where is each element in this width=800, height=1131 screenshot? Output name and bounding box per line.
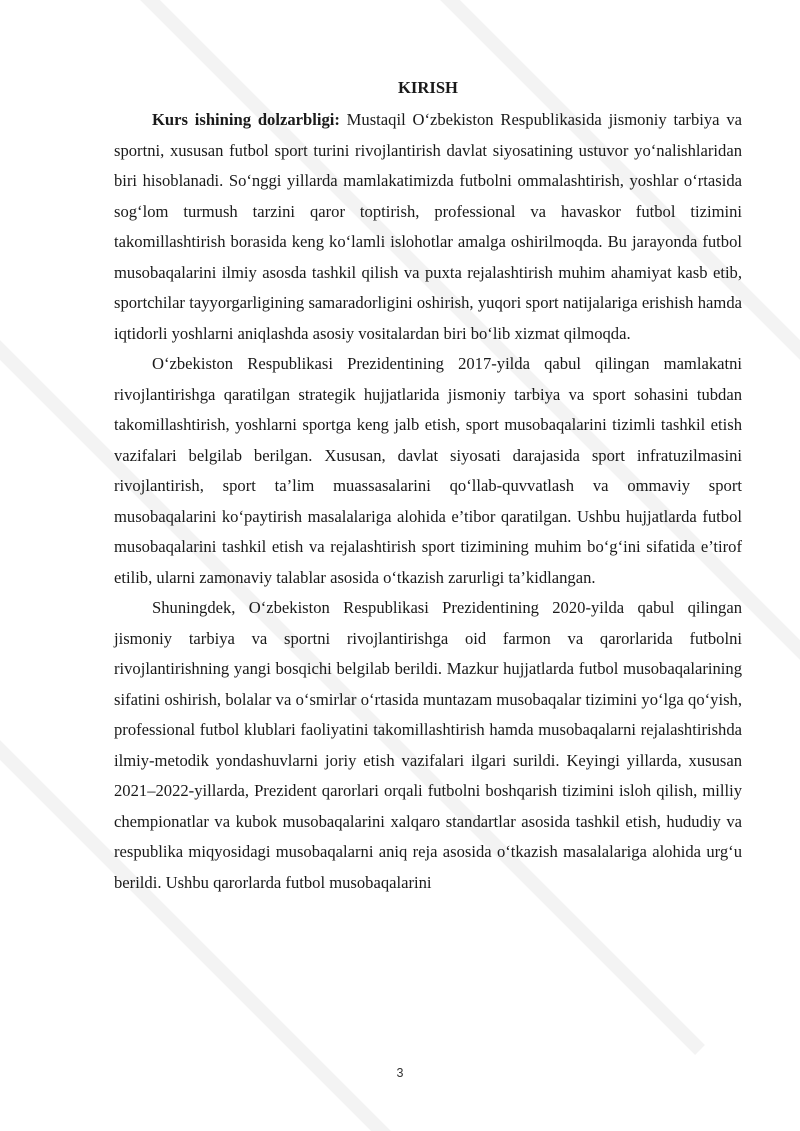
paragraph-2020-decrees [114,593,742,898]
paragraph-2017-documents [114,349,742,593]
paragraph-lead-bold: Kurs ishining dolzarbligi: [152,110,340,129]
section-heading: KIRISH [398,78,458,97]
paragraph-text: O‘zbekiston Respublikasi Prezidentining 2017-yilda qabul qilingan mamlakatni rivojlantirishga qaratilgan strategik hujjatlarida jismoniy tarbiya va sport sohasini tubdan takomillashtirish, yoshlarni sportga keng jalb etish, sport musobaqalarini tizimli tashkil etish vazifalari belgilab berilgan. Xususan, davlat siyosati darajasida sport infratuzilmasini rivojlantirish, sport ta’lim muassasalarini qo‘llab-quvvatlash va ommaviy sport musobaqalarini ko‘paytirish masalalariga alohida e’tibor qaratilgan. Ushbu hujjatlarda futbol musobaqalarini tashkil etish va rejalashtirish sport tizimining muhim bo‘g‘ini sifatida e’tirof etilib, ularni zamonaviy talablar asosida o‘tkazish zarurligi ta’kidlangan. [114,354,742,587]
paragraph-text: Shuningdek, O‘zbekiston Respublikasi Prezidentining 2020-yilda qabul qilingan jismoniy tarbiya va sportni rivojlantirishga oid farmon va qarorlarida futbolni rivojlantirishning yangi bosqichi belgilab berildi. Mazkur hujjatlarda futbol musobaqalarining sifatini oshirish, bolalar va o‘smirlar o‘rtasida muntazam musobaqalar tizimini yo‘lga qo‘yish, professional futbol klublari faoliyatini takomillashtirish hamda musobaqalarni rejalashtirishda ilmiy-metodik yondashuvlarni joriy etish vazifalari ilgari surildi. Keyingi yillarda, xususan 2021–2022-yillarda, Prezident qarorlari orqali futbolni boshqarish tizimini isloh qilish, milliy chempionatlar va kubok musobaqalarini xalqaro standartlar asosida tashkil etish, hududiy va respublika miqyosidagi musobaqalarni aniq reja asosida o‘tkazish masalalariga alohida urg‘u berildi. Ushbu qarorlarda futbol musobaqalarini [114,598,742,892]
paragraph-relevance [114,105,742,349]
page-number: 3 [396,1066,404,1080]
document-body [114,77,742,898]
paragraph-text: Mustaqil O‘zbekiston Respublikasida jismoniy tarbiya va sportni, xususan futbol sport turini rivojlantirish davlat siyosatining ustuvor yo‘nalishlaridan biri hisoblanadi. So‘nggi yillarda mamlakatimizda futbolni ommalashtirish, yoshlar o‘rtasida sog‘lom turmush tarzini qaror toptirish, professional va havaskor futbol tizimini takomillashtirish borasida keng ko‘lamli islohotlar amalga oshirilmoqda. Bu jarayonda futbol musobaqalarini ilmiy asosda tashkil qilish va puxta rejalashtirish muhim ahamiyat kasb etib, sportchilar tayyorgarligining samaradorligini oshirish, yuqori sport natijalariga erishish hamda iqtidorli yoshlarni aniqlashda asosiy vositalardan biri bo‘lib xizmat qilmoqda. [114,110,742,343]
